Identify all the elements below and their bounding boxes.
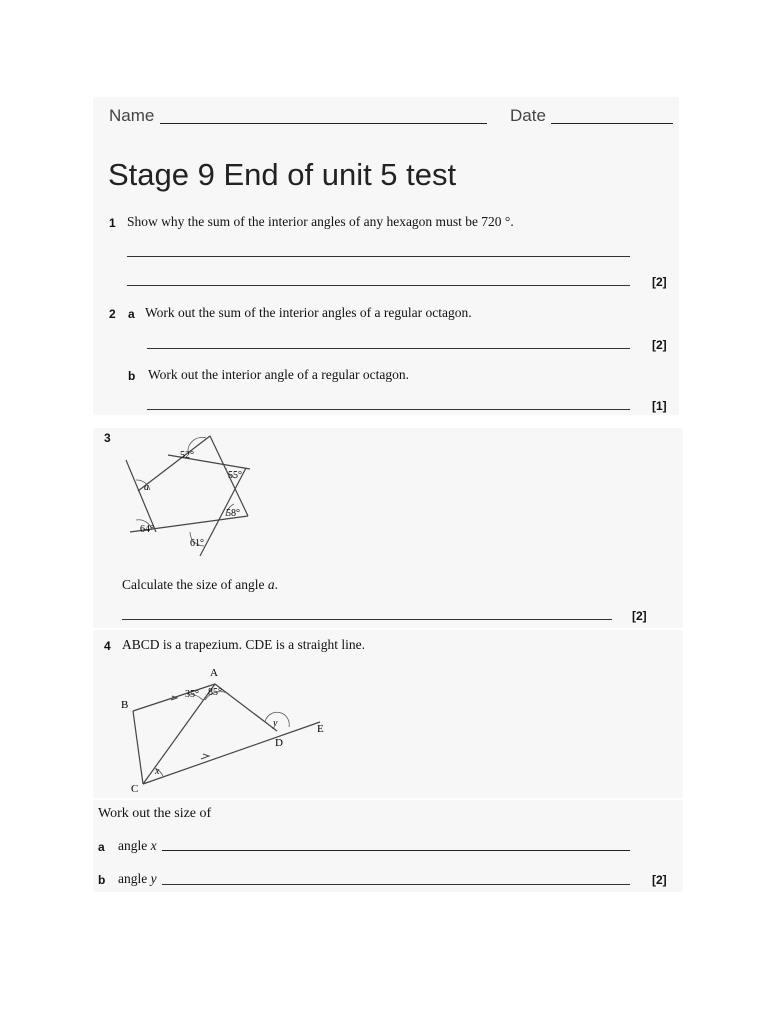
segment-ce [143, 722, 320, 784]
question-3-text-main: Calculate the size of angle [122, 577, 265, 592]
question-4a-text [118, 838, 157, 854]
angle-label-y: y [273, 718, 278, 729]
point-label-c: C [131, 783, 139, 795]
point-label-e: E [317, 723, 324, 735]
question-3-marks: [2] [632, 609, 647, 623]
angle-label-58: 58° [226, 508, 240, 519]
question-1-answer-line-1[interactable] [127, 256, 630, 257]
point-label-d: D [275, 737, 283, 749]
angle-label-35: 35° [185, 689, 199, 700]
point-label-a: A [210, 667, 218, 679]
question-4b-letter: b [98, 873, 106, 887]
angle-label-64: 64° [140, 524, 154, 535]
question-4a-var: x [150, 838, 157, 853]
question-2-number: 2 [109, 307, 116, 321]
question-4-number: 4 [104, 639, 111, 653]
question-1-text: Show why the sum of the interior angles of any hexagon must be 720 °. [127, 214, 514, 229]
angle-label-85: 85° [208, 687, 222, 698]
question-3-number: 3 [104, 431, 111, 445]
date-field[interactable] [551, 123, 673, 124]
parallel-arrow [201, 754, 209, 759]
question-2b-text: Work out the interior angle of a regular octagon. [148, 367, 409, 382]
question-4b-var: y [150, 871, 157, 886]
question-2a-letter: a [128, 307, 135, 321]
question-2b-answer-line[interactable] [147, 409, 630, 410]
name-label: Name [109, 106, 155, 125]
question-1-number: 1 [109, 216, 116, 230]
question-3-text [122, 577, 278, 593]
question-4a-letter: a [98, 840, 105, 854]
hexagon-diagram [118, 428, 258, 560]
angle-label-a: a [144, 482, 149, 493]
angle-label-61: 61° [190, 538, 204, 549]
hexagon-side-line [126, 460, 156, 532]
question-3-text-var: a [267, 577, 275, 592]
question-2a-answer-line[interactable] [147, 348, 630, 349]
question-4b-text [118, 871, 157, 887]
question-2a-marks: [2] [652, 338, 667, 352]
question-4-text: ABCD is a trapezium. CDE is a straight line. [122, 637, 365, 652]
segment-ad [215, 684, 277, 731]
question-3-text-end: . [274, 577, 278, 592]
question-1-marks: [2] [652, 275, 667, 289]
segment-bc [133, 711, 143, 784]
question-2a-text: Work out the sum of the interior angles of a regular octagon. [145, 305, 472, 320]
date-label: Date [510, 106, 546, 125]
segment-ac [143, 684, 215, 784]
question-4-marks: [2] [652, 873, 667, 887]
question-4-work-out: Work out the size of [98, 806, 212, 821]
question-4a-answer-line[interactable] [162, 850, 630, 851]
angle-label-52: 52° [180, 450, 194, 461]
question-1-answer-line-2[interactable] [127, 285, 630, 286]
question-2b-letter: b [128, 369, 136, 383]
page-title: Stage 9 End of unit 5 test [108, 157, 457, 192]
trapezium-diagram [115, 664, 335, 796]
question-4a-label: angle [118, 838, 148, 853]
point-label-b: B [121, 699, 129, 711]
question-4b-label: angle [118, 871, 148, 886]
segment-ab [133, 684, 215, 711]
question-4b-answer-line[interactable] [162, 884, 630, 885]
angle-label-55: 55° [228, 470, 242, 481]
question-2b-marks: [1] [652, 399, 667, 413]
question-3-answer-line[interactable] [122, 619, 612, 620]
name-field[interactable] [160, 123, 487, 124]
angle-label-x: x [155, 766, 160, 777]
